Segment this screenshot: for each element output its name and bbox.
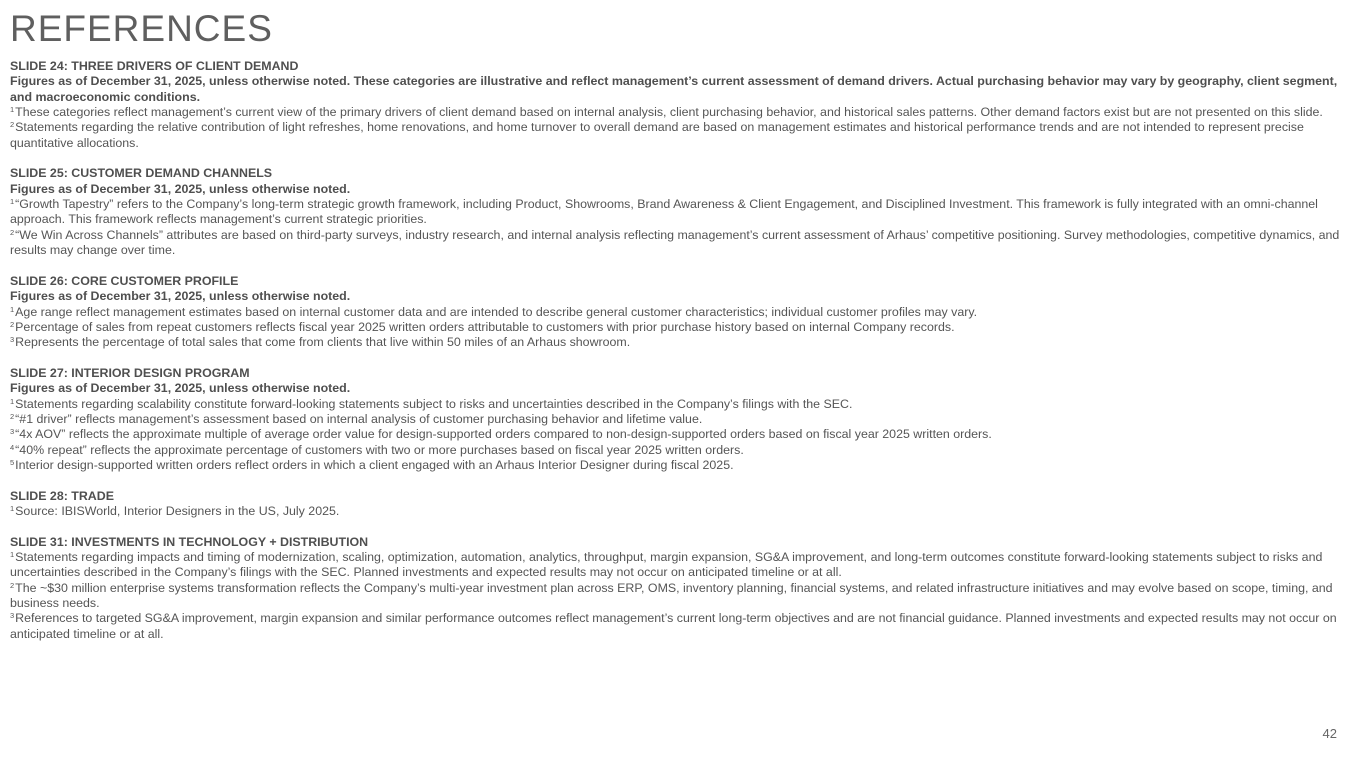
reference-section — [10, 274, 1356, 351]
footnote-text: “We Win Across Channels” attributes are based on third-party surveys, industry research, and internal analysis reflecting management’s current assessment of Arhaus’ competitive positioning. Survey methodologies, competitive dynamics, and results may change over time. — [10, 227, 1340, 258]
footnote-text: The ~$30 million enterprise systems transformation reflects the Company’s multi-year investment plan across ERP, OMS, inventory planning, financial systems, and related infrastructure initiatives and may evolve based on scope, timing, and business needs. — [10, 580, 1333, 611]
footnote-number: 2 — [10, 319, 15, 329]
reference-section — [10, 489, 1356, 520]
footnote — [10, 105, 1356, 120]
footnote-number: 1 — [10, 396, 15, 406]
footnote-text: Statements regarding scalability constitute forward-looking statements subject to risks and uncertainties described in the Company’s filings with the SEC. — [15, 396, 853, 411]
footnote — [10, 458, 1356, 473]
section-subheading: Figures as of December 31, 2025, unless otherwise noted. These categories are illustrative and reflect management’s current assessment of demand drivers. Actual purchasing behavior may vary by geography, client segment, and macroeconomic conditions. — [10, 74, 1338, 104]
footnote-number: 1 — [10, 550, 15, 559]
footnote-text: “40% repeat” reflects the approximate percentage of customers with two or more purchases based on fiscal year 2025 written orders. — [15, 442, 744, 457]
section-heading: SLIDE 31: INVESTMENTS IN TECHNOLOGY + DISTRIBUTION — [10, 534, 369, 549]
footnote — [10, 412, 1356, 427]
footnote-number: 2 — [10, 120, 15, 130]
footnote-number: 4 — [10, 442, 15, 452]
section-subheading: Figures as of December 31, 2025, unless otherwise noted. — [10, 289, 351, 304]
footnote — [10, 443, 1356, 458]
footnote-number: 5 — [10, 457, 15, 467]
footnote-number: 1 — [10, 304, 15, 314]
footnote-number: 1 — [10, 105, 15, 115]
footnote-text: “#1 driver” reflects management’s assessment based on internal analysis of customer purchasing behavior and lifetime value. — [15, 411, 703, 426]
footnote-text: References to targeted SG&A improvement, margin expansion and similar performance outcomes reflect management’s current long-term objectives and are not financial guidance. Planned investments and expected results may not occur on anticipated timeline or at all. — [10, 611, 1337, 641]
section-heading: SLIDE 26: CORE CUSTOMER PROFILE — [10, 273, 239, 288]
reference-section — [10, 166, 1356, 258]
footnote — [10, 197, 1356, 228]
footnote-number: 2 — [10, 227, 15, 237]
footnote-number: 2 — [10, 580, 15, 590]
footnote — [10, 120, 1356, 151]
section-heading: SLIDE 28: TRADE — [10, 488, 114, 503]
footnote-text: Age range reflect management estimates based on internal customer data and are intended to describe general customer characteristics; individual customer profiles may vary. — [15, 304, 978, 319]
footnote — [10, 504, 1356, 519]
footnote-text: Statements regarding impacts and timing of modernization, scaling, optimization, automation, analytics, throughput, margin expansion, SG&A improvement, and long-term outcomes constitute forward-looking statements subject to risks and uncertainties described in the Company’s filings with the SEC. Planned investments and expected results may not occur on anticipated timeline or at all. — [10, 550, 1323, 580]
footnote — [10, 228, 1356, 259]
footnote-number: 3 — [10, 335, 15, 345]
footnote — [10, 611, 1356, 642]
footnote-text: These categories reflect management’s current view of the primary drivers of client demand based on internal analysis, client purchasing behavior, and historical sales patterns. Other demand factors exist but are not presented on this slide. — [15, 105, 1323, 120]
footnote — [10, 305, 1356, 320]
footnote — [10, 581, 1356, 612]
footnote — [10, 335, 1356, 350]
section-subheading: Figures as of December 31, 2025, unless otherwise noted. — [10, 381, 351, 396]
footnote-text: Percentage of sales from repeat customers reflects fiscal year 2025 written orders attributable to customers with prior purchase history based on internal Company records. — [15, 319, 955, 334]
section-heading: SLIDE 27: INTERIOR DESIGN PROGRAM — [10, 365, 250, 380]
section-subheading: Figures as of December 31, 2025, unless otherwise noted. — [10, 181, 351, 196]
reference-section — [10, 59, 1356, 151]
footnote-number: 3 — [10, 611, 15, 621]
footnote-text: “4x AOV” reflects the approximate multiple of average order value for design-supported orders compared to non-design-supported orders based on fiscal year 2025 written orders. — [15, 427, 992, 442]
footnote-text: “Growth Tapestry” refers to the Company’s long-term strategic growth framework, including Product, Showrooms, Brand Awareness & Client Engagement, and Disciplined Investment. This framework is fully integrated with an omni-channel approach. This framework reflects management’s current strategic priorities. — [10, 197, 1318, 227]
references-content — [10, 59, 1356, 657]
section-heading: SLIDE 24: THREE DRIVERS OF CLIENT DEMAND — [10, 59, 299, 73]
footnote-number: 1 — [10, 197, 15, 207]
footnote-number: 2 — [10, 411, 15, 421]
reference-section — [10, 535, 1356, 642]
footnote — [10, 397, 1356, 412]
footnote-number: 3 — [10, 427, 15, 437]
footnote-text: Interior design-supported written orders reflect orders in which a client engaged with an Arhaus Interior Designer during fiscal 2025. — [15, 457, 734, 472]
footnote — [10, 550, 1356, 581]
section-heading: SLIDE 25: CUSTOMER DEMAND CHANNELS — [10, 166, 273, 181]
footnote — [10, 427, 1356, 442]
footnote-number: 1 — [10, 503, 15, 513]
page-title: REFERENCES — [10, 8, 273, 49]
footnote-text: Statements regarding the relative contribution of light refreshes, home renovations, and home turnover to overall demand are based on management estimates and historical performance trends and are not intended to represent precise quantitative allocations. — [10, 120, 1304, 150]
footnote — [10, 320, 1356, 335]
footnote-text: Source: IBISWorld, Interior Designers in the US, July 2025. — [15, 503, 340, 518]
reference-section — [10, 366, 1356, 473]
page-number: 42 — [1322, 726, 1337, 741]
footnote-text: Represents the percentage of total sales that come from clients that live within 50 miles of an Arhaus showroom. — [15, 335, 631, 350]
